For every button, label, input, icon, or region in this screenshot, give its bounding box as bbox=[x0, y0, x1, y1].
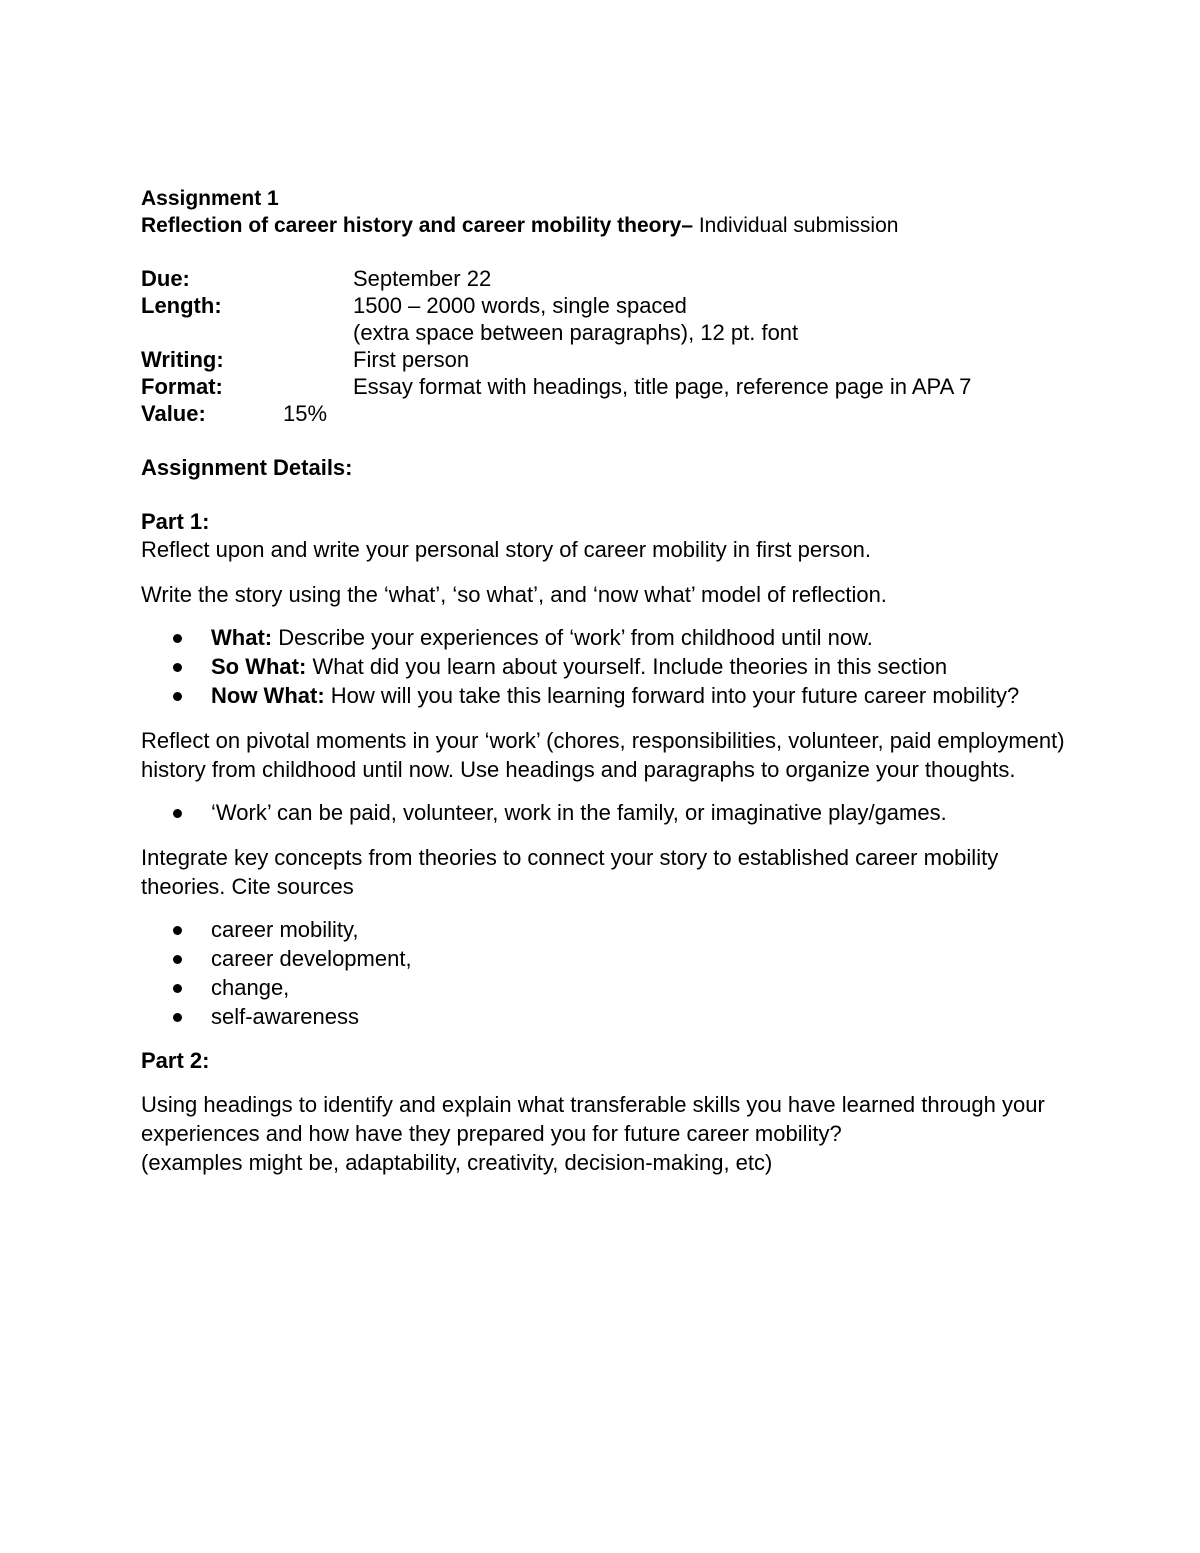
list-item bbox=[141, 973, 1081, 1002]
meta-row-writing bbox=[141, 346, 1081, 373]
model-item-lead: Now What: bbox=[211, 683, 325, 708]
bullet-icon bbox=[173, 926, 182, 935]
writing-label: Writing: bbox=[141, 347, 224, 372]
list-item bbox=[141, 944, 1081, 973]
part1-heading: Part 1: bbox=[141, 509, 210, 534]
model-item-text: Describe your experiences of ‘work’ from childhood until now. bbox=[272, 625, 873, 650]
bullet-icon bbox=[173, 1013, 182, 1022]
concept-text: career development, bbox=[211, 946, 412, 971]
concepts-list bbox=[141, 915, 1081, 1031]
writing-value: First person bbox=[353, 347, 470, 372]
details-heading: Assignment Details: bbox=[141, 455, 353, 480]
part1-intro: Reflect upon and write your personal story of career mobility in first person. bbox=[141, 537, 871, 562]
value-label: Value: bbox=[141, 401, 206, 426]
part2-examples: (examples might be, adaptability, creativity, decision-making, etc) bbox=[141, 1150, 773, 1175]
list-item bbox=[141, 915, 1081, 944]
meta-row-value bbox=[141, 400, 1081, 427]
subtitle-bold: Reflection of career history and career mobility theory– bbox=[141, 214, 694, 237]
bullet-icon bbox=[173, 809, 182, 818]
assignment-subtitle bbox=[141, 213, 1081, 239]
concept-text: self-awareness bbox=[211, 1004, 359, 1029]
part1-integrate: Integrate key concepts from theories to connect your story to established career mobility theories. Cite sources bbox=[141, 845, 999, 899]
meta-row-format bbox=[141, 373, 1081, 400]
assignment-meta bbox=[141, 265, 1081, 427]
concept-text: career mobility, bbox=[211, 917, 359, 942]
part2-heading: Part 2: bbox=[141, 1048, 210, 1073]
part1-pivotal: Reflect on pivotal moments in your ‘work’ (chores, responsibilities, volunteer, paid employment) history from childhood until now. Use headings and paragraphs to organize your thoughts. bbox=[141, 728, 1065, 782]
model-item-lead: So What: bbox=[211, 654, 307, 679]
list-item bbox=[141, 1002, 1081, 1031]
format-value: Essay format with headings, title page, reference page in APA 7 bbox=[353, 374, 972, 399]
value-value: 15% bbox=[283, 401, 328, 426]
list-item bbox=[141, 623, 1081, 652]
due-label: Due: bbox=[141, 266, 190, 291]
meta-row-length-cont bbox=[141, 319, 1081, 346]
length-value: 1500 – 2000 words, single spaced bbox=[353, 293, 687, 318]
assignment-title: Assignment 1 bbox=[141, 187, 279, 210]
part2-body: Using headings to identify and explain what transferable skills you have learned through your experiences and how have they prepared you for future career mobility? bbox=[141, 1092, 1045, 1146]
bullet-icon bbox=[173, 634, 182, 643]
bullet-icon bbox=[173, 955, 182, 964]
model-item-lead: What: bbox=[211, 625, 273, 650]
work-note-list bbox=[141, 798, 1081, 827]
model-list bbox=[141, 623, 1081, 710]
model-item-text: How will you take this learning forward into your future career mobility? bbox=[324, 683, 1020, 708]
meta-row-length bbox=[141, 292, 1081, 319]
subtitle-normal: Individual submission bbox=[693, 214, 899, 237]
list-item bbox=[141, 652, 1081, 681]
length-value-cont: (extra space between paragraphs), 12 pt. font bbox=[353, 320, 799, 345]
part1-model: Write the story using the ‘what’, ‘so what’, and ‘now what’ model of reflection. bbox=[141, 582, 887, 607]
bullet-icon bbox=[173, 663, 182, 672]
length-label: Length: bbox=[141, 293, 222, 318]
concept-text: change, bbox=[211, 975, 290, 1000]
format-label: Format: bbox=[141, 374, 223, 399]
list-item bbox=[141, 798, 1081, 827]
model-item-text: What did you learn about yourself. Include theories in this section bbox=[306, 654, 948, 679]
due-value: September 22 bbox=[353, 266, 492, 291]
document-page bbox=[141, 185, 1081, 1177]
bullet-icon bbox=[173, 984, 182, 993]
bullet-icon bbox=[173, 692, 182, 701]
meta-row-due bbox=[141, 265, 1081, 292]
list-item bbox=[141, 681, 1081, 710]
work-note-text: ‘Work’ can be paid, volunteer, work in the family, or imaginative play/games. bbox=[211, 800, 947, 825]
